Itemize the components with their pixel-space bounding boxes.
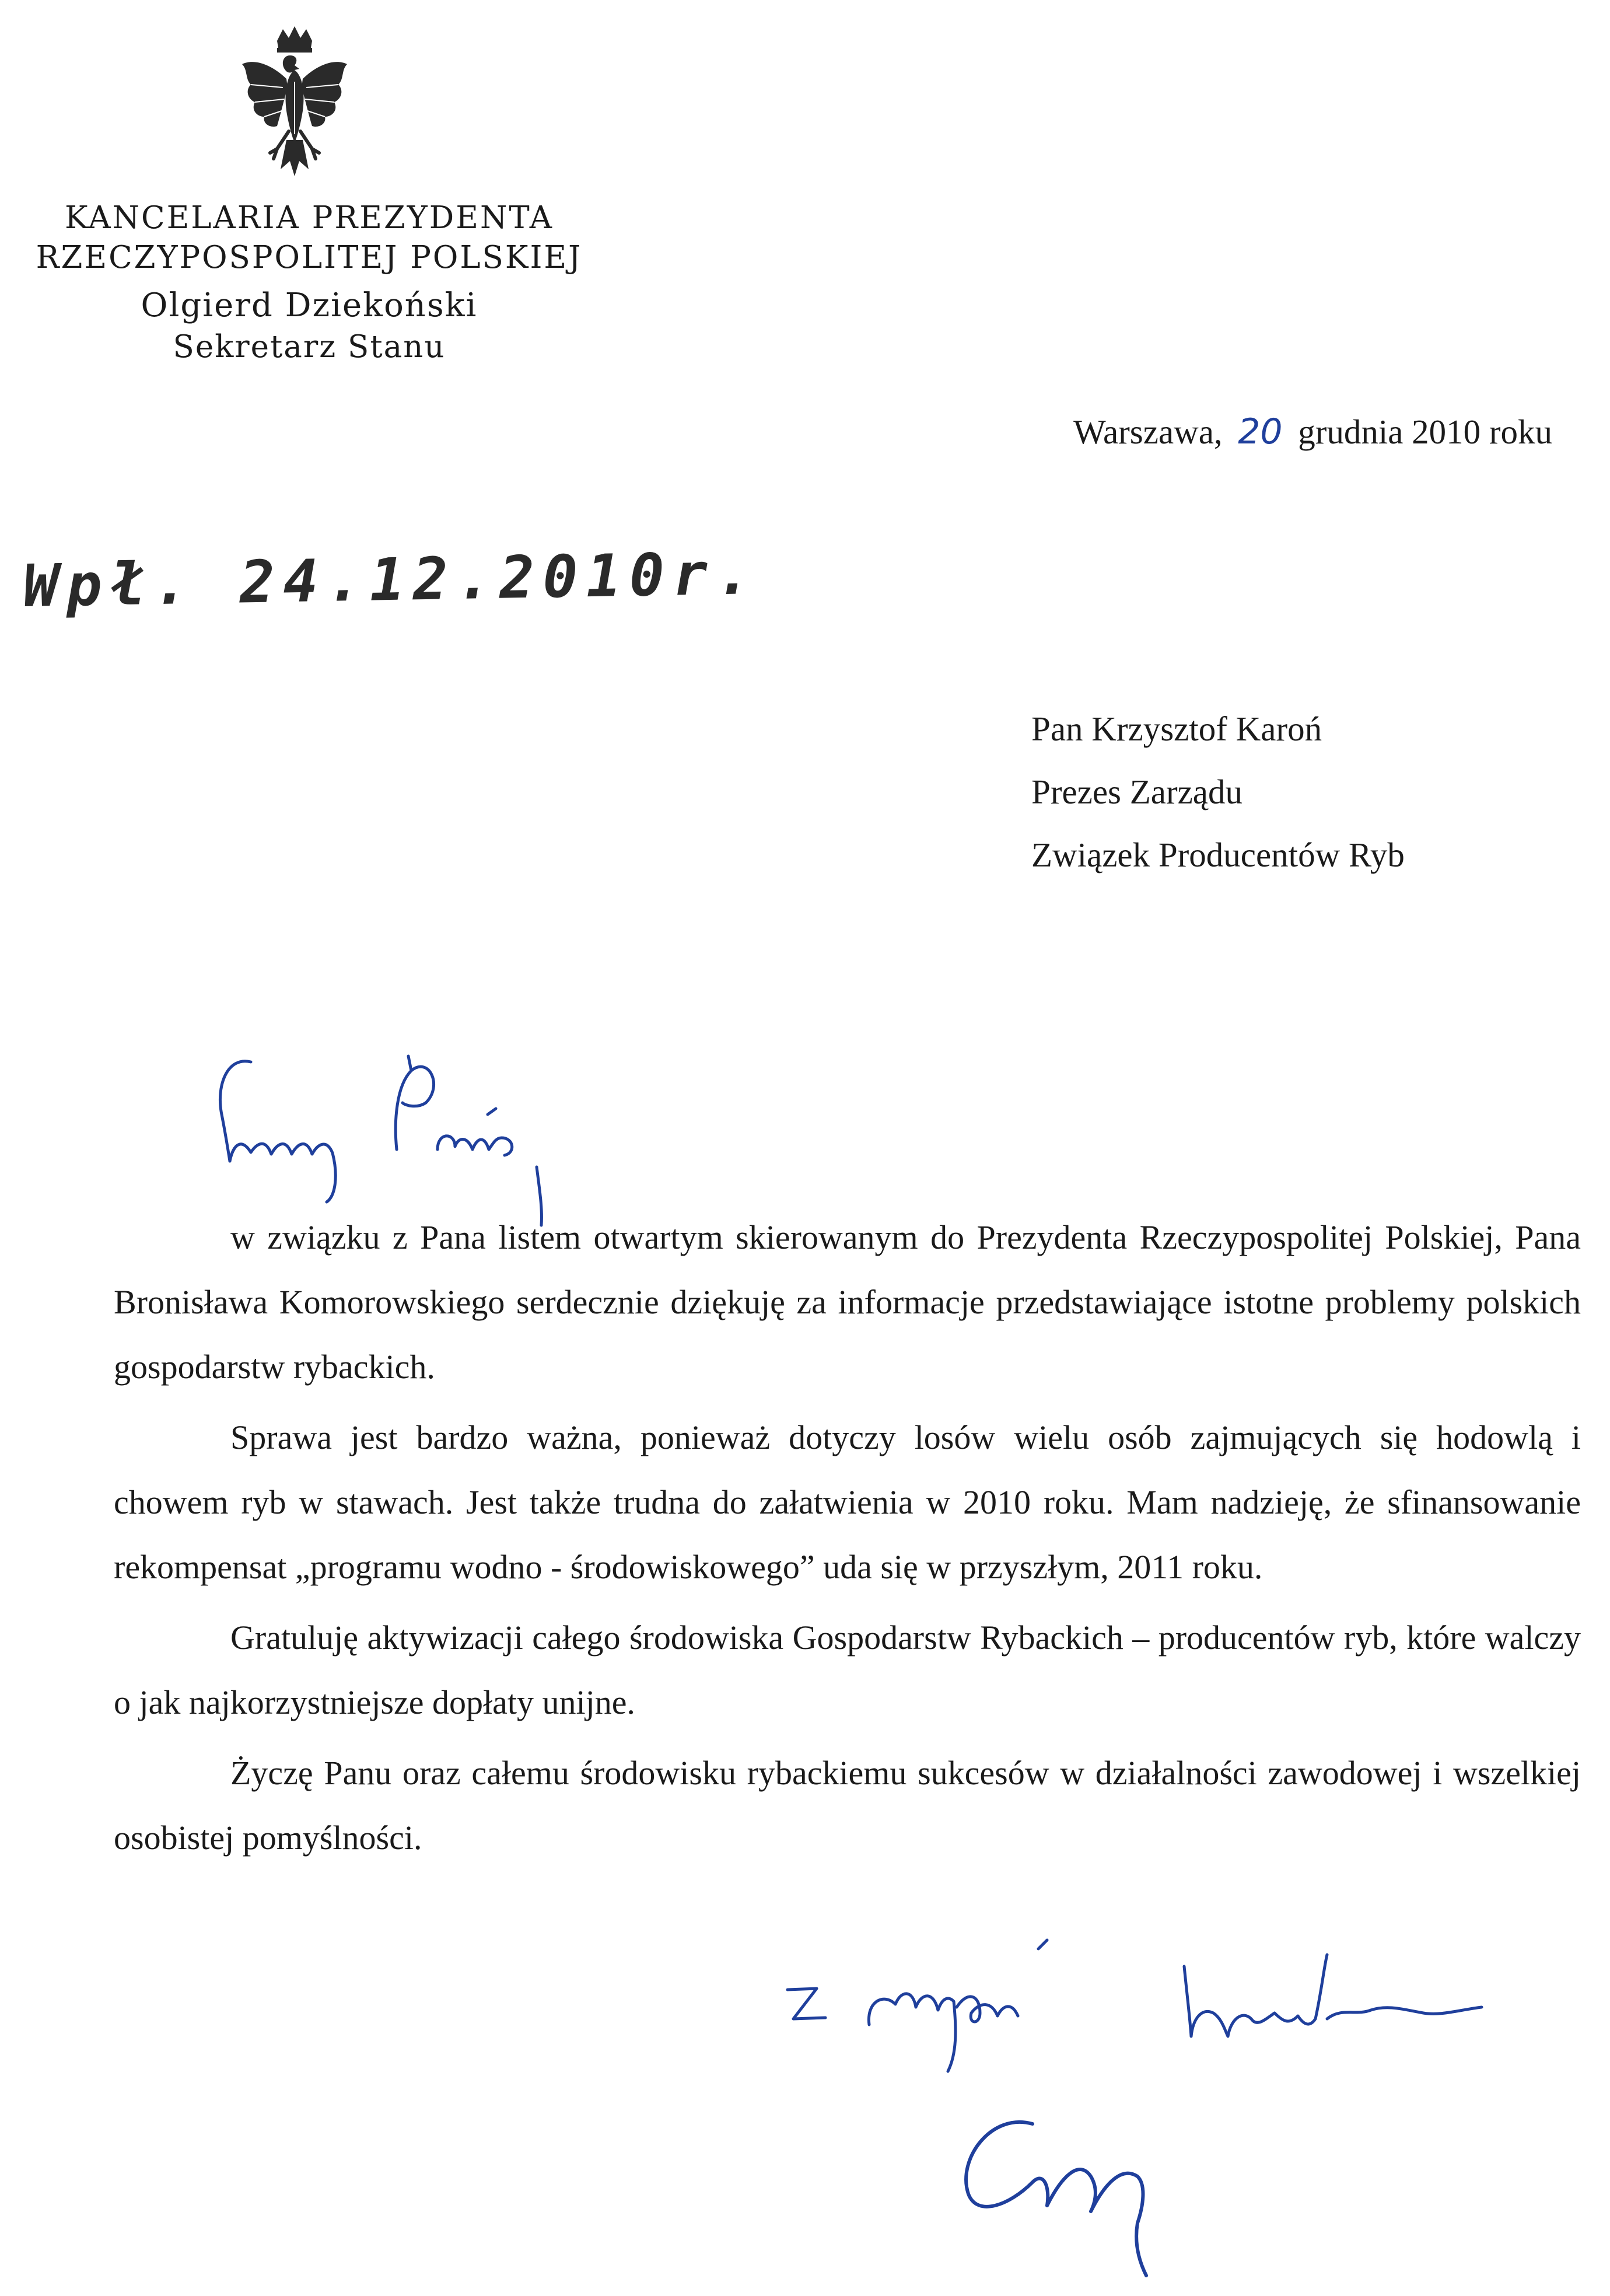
addressee-block bbox=[1031, 697, 1405, 886]
body-paragraph-3: Gratuluję aktywizacji całego środowiska Gospodarstw Rybackich – producentów ryb, które walczy o jak najkorzystniejsze dopłaty unijne. bbox=[114, 1619, 1581, 1721]
letterhead-sender-title: Sekretarz Stanu bbox=[173, 329, 446, 365]
handwritten-closing bbox=[782, 1937, 1587, 2089]
date-month-year: grudnia 2010 roku bbox=[1298, 413, 1553, 451]
addressee-position: Prezes Zarządu bbox=[1031, 773, 1242, 811]
addressee-organization: Związek Producentów Ryb bbox=[1031, 836, 1405, 874]
letter-date bbox=[1073, 411, 1552, 452]
date-day-handwritten: 20 bbox=[1238, 411, 1283, 452]
letterhead-sender-name: Olgierd Dziekoński bbox=[141, 286, 478, 324]
handwritten-signature bbox=[945, 2089, 1400, 2287]
body-paragraph-2: Sprawa jest bardzo ważna, ponieważ dotyczy losów wielu osób zajmujących się hodowlą i chowem ryb w stawach. Jest także trudna do załatwienia w 2010 roku. Mam nadzieję, że sfinansowanie rekompensat „programu wodno - środowiskowego” uda się w przyszłym, 2011 roku. bbox=[114, 1418, 1581, 1586]
letterhead bbox=[0, 198, 618, 368]
letterhead-office-line2: RZECZYPOSPOLITEJ POLSKIEJ bbox=[36, 240, 583, 275]
letter-body bbox=[114, 1205, 1581, 1870]
body-paragraph-4: Życzę Panu oraz całemu środowisku rybackiemu sukcesów w działalności zawodowej i wszelkiej osobistej pomyślności. bbox=[114, 1754, 1581, 1857]
addressee-name: Pan Krzysztof Karoń bbox=[1031, 710, 1322, 748]
received-date-stamp: Wpł. 24.12.2010r. bbox=[23, 539, 760, 620]
body-paragraph-1: w związku z Pana listem otwartym skierowanym do Prezydenta Rzeczypospolitej Polskiej, Pana Bronisława Komorowskiego serdecznie dziękuję za informacje przedstawiające istotne problemy polskich gospodarstw rybackich. bbox=[114, 1218, 1581, 1386]
polish-eagle-emblem bbox=[236, 23, 353, 187]
letterhead-office-line1: KANCELARIA PREZYDENTA bbox=[64, 200, 554, 236]
date-place: Warszawa, bbox=[1073, 413, 1223, 451]
